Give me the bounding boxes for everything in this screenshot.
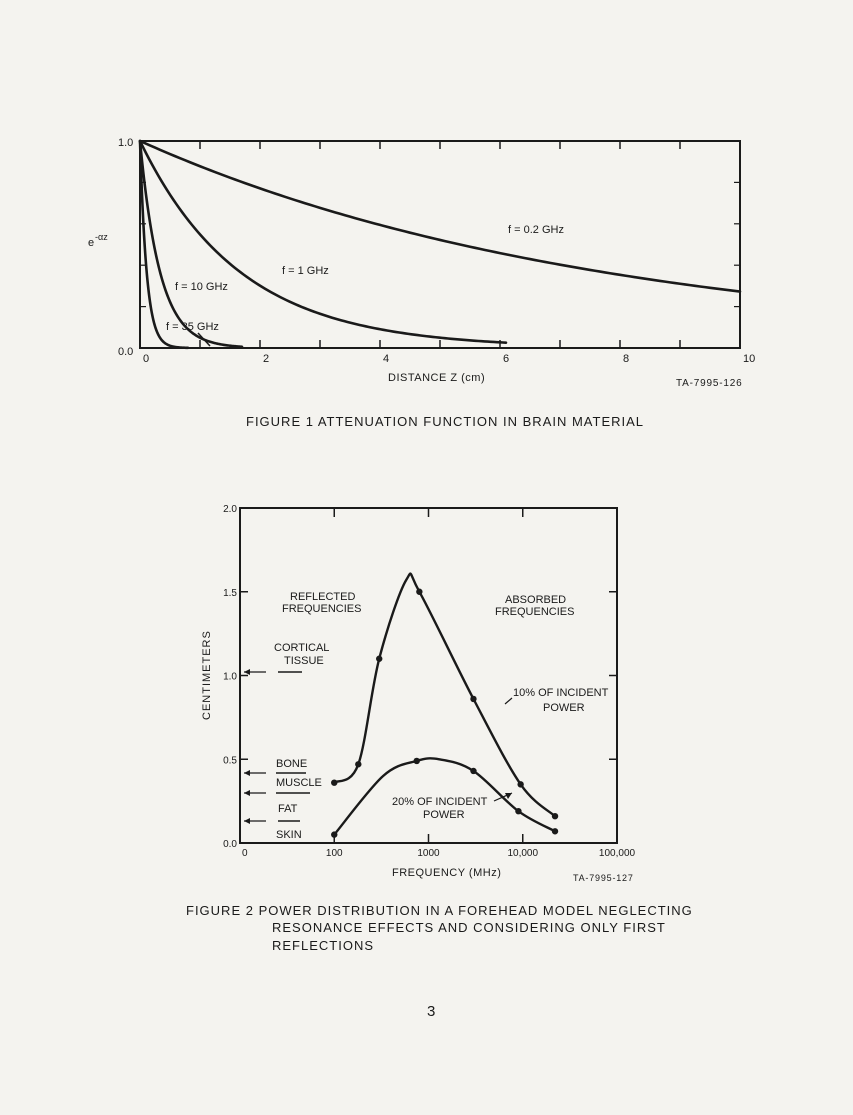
fig2-xtick-label: 1000 bbox=[417, 848, 440, 859]
fig2-ylabel: CENTIMETERS bbox=[201, 630, 213, 720]
fig2-data-point bbox=[470, 768, 476, 774]
fig1-ylabel-base: e bbox=[88, 237, 95, 249]
fig2-annot-20-line2: POWER bbox=[423, 809, 465, 821]
fig2-y-tick-labels bbox=[223, 504, 237, 850]
fig2-xtick-label: 0 bbox=[242, 848, 248, 859]
fig2-data-point bbox=[331, 780, 337, 786]
fig2-ytick-label: 1.0 bbox=[223, 671, 237, 683]
fig1-label-f1: f = 1 GHz bbox=[282, 265, 329, 277]
fig2-ytick-label: 0.5 bbox=[223, 755, 237, 767]
fig1-xtick-label: 2 bbox=[263, 353, 270, 365]
fig2-tissue-arrowhead bbox=[244, 818, 250, 824]
fig2-tissue-muscle: MUSCLE bbox=[276, 777, 322, 789]
fig2-data-point bbox=[515, 808, 521, 814]
fig1-ylabel-exp: -αz bbox=[95, 232, 108, 242]
page-number: 3 bbox=[427, 1003, 436, 1020]
fig2-data-point bbox=[552, 813, 558, 819]
fig2-annot-10-line1: 10% OF INCIDENT bbox=[513, 687, 609, 699]
fig2-ref: TA-7995-127 bbox=[573, 873, 634, 883]
fig2-annot-10-leader bbox=[505, 698, 512, 704]
fig1-xtick-label: 4 bbox=[383, 353, 390, 365]
figure-2-caption-line-2: RESONANCE EFFECTS AND CONSIDERING ONLY FIRST bbox=[272, 920, 666, 935]
fig1-ref: TA-7995-126 bbox=[676, 378, 743, 389]
fig2-xtick-label: 10,000 bbox=[507, 848, 539, 859]
fig2-tissue-arrowhead bbox=[244, 790, 250, 796]
fig1-xtick-label: 6 bbox=[503, 353, 510, 365]
fig2-ytick-label: 0.0 bbox=[223, 839, 237, 850]
fig2-tissue-fat: FAT bbox=[278, 803, 298, 815]
fig1-ytick-1: 1.0 bbox=[118, 137, 134, 149]
fig2-data-point bbox=[331, 831, 337, 837]
fig2-tissue-skin: SKIN bbox=[276, 829, 302, 841]
fig2-x-tick-labels bbox=[242, 848, 636, 859]
fig2-tissue-cortical: CORTICAL bbox=[274, 642, 330, 654]
fig1-label-f10: f = 10 GHz bbox=[175, 281, 228, 293]
fig1-label-f35: f = 35 GHz bbox=[166, 321, 219, 333]
fig1-xtick-label: 10 bbox=[743, 353, 756, 365]
fig2-ytick-label: 2.0 bbox=[223, 504, 237, 515]
fig2-tissue-markers bbox=[244, 669, 310, 824]
fig2-data-point bbox=[517, 781, 523, 787]
fig1-xtick-label: 0 bbox=[143, 353, 150, 365]
fig2-tissue-arrowhead bbox=[244, 669, 250, 675]
fig2-tissue-arrowhead bbox=[244, 770, 250, 776]
fig1-xlabel: DISTANCE Z (cm) bbox=[388, 372, 486, 384]
fig2-region-right-2: FREQUENCIES bbox=[495, 606, 575, 618]
fig2-data-point bbox=[355, 761, 361, 767]
fig1-label-f02: f = 0.2 GHz bbox=[508, 224, 564, 236]
fig1-ytick-0: 0.0 bbox=[118, 346, 134, 358]
fig2-data-point bbox=[416, 589, 422, 595]
fig2-tissue-bone: BONE bbox=[276, 758, 308, 770]
fig2-data-point bbox=[552, 828, 558, 834]
fig2-xtick-label: 100 bbox=[325, 848, 343, 859]
fig2-tissue-tissue: TISSUE bbox=[284, 655, 324, 667]
fig2-region-left-2: FREQUENCIES bbox=[282, 603, 362, 615]
fig2-annot-20-line1: 20% OF INCIDENT bbox=[392, 796, 488, 808]
fig2-data-point bbox=[414, 758, 420, 764]
figure-2-caption-line-3: REFLECTIONS bbox=[272, 938, 375, 953]
fig2-annot-10-line2: POWER bbox=[543, 702, 585, 714]
fig2-region-left-1: REFLECTED bbox=[290, 591, 356, 603]
fig2-region-right-1: ABSORBED bbox=[505, 594, 567, 606]
figure-1-caption: FIGURE 1 ATTENUATION FUNCTION IN BRAIN MATERIAL bbox=[246, 414, 645, 429]
fig2-data-point bbox=[376, 656, 382, 662]
fig1-xtick-label: 8 bbox=[623, 353, 630, 365]
figure-2-caption-line-1: FIGURE 2 POWER DISTRIBUTION IN A FOREHEAD MODEL NEGLECTING bbox=[186, 903, 693, 918]
fig2-xlabel: FREQUENCY (MHz) bbox=[392, 867, 502, 879]
fig2-data-point bbox=[470, 696, 476, 702]
fig2-xtick-label: 100,000 bbox=[598, 848, 636, 859]
fig2-ytick-label: 1.5 bbox=[223, 587, 237, 599]
